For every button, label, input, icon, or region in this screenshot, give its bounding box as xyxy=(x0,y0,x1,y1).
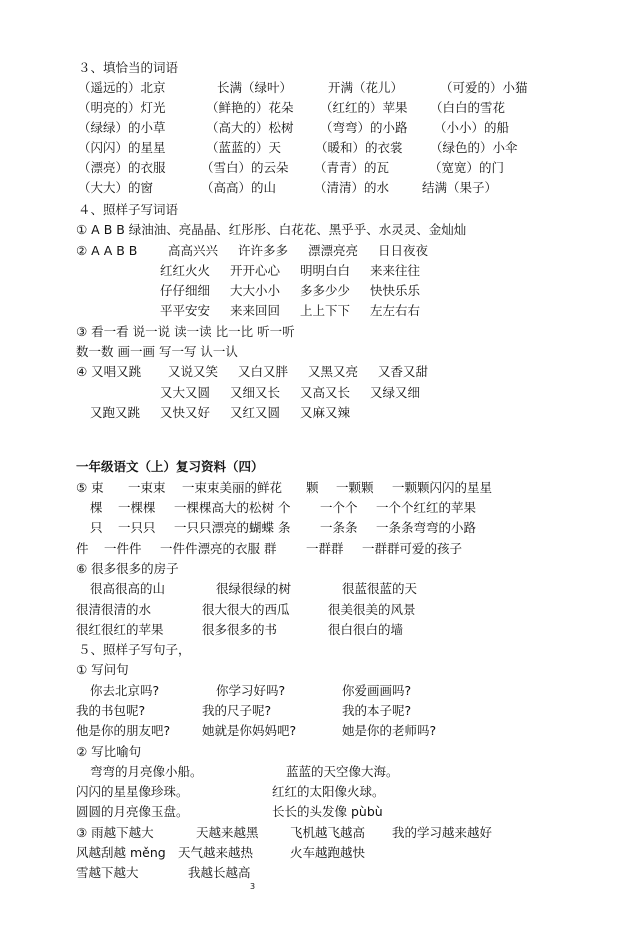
question-sentence: 他是你的朋友吧? xyxy=(76,723,171,738)
question-sentence: 你爱画画吗? xyxy=(342,683,412,698)
measure-word: 一条条 xyxy=(320,520,358,535)
measure-word: 一颗颗 xyxy=(336,480,374,495)
measure-word: ⑤ 束 xyxy=(76,480,104,495)
simile-sentence: 红红的太阳像火球。 xyxy=(272,784,385,799)
yue-row xyxy=(0,823,628,843)
measure-row xyxy=(0,498,628,518)
you-word: 又红又圆 xyxy=(230,405,281,420)
aabb-word: 来来回回 xyxy=(230,303,281,318)
you-word: 又快又好 xyxy=(160,405,211,420)
aabb-word: 红红火火 xyxy=(160,263,211,278)
fill-word: （宽宽）的门 xyxy=(429,160,505,175)
very-word: 很红很红的苹果 xyxy=(76,622,164,637)
fill-word: （可爱的）小猫 xyxy=(440,80,528,95)
measure-row xyxy=(0,518,628,538)
fill-word: （闪闪）的星星 xyxy=(78,140,166,155)
measure-word: 颗 xyxy=(306,480,319,495)
you-word: 又麻又辣 xyxy=(300,405,351,420)
abb-words: ① A B B 绿油油、亮晶晶、红彤彤、白花花、黑乎乎、水灵灵、金灿灿 xyxy=(76,222,467,237)
very-title-line xyxy=(0,559,628,579)
simile-sentence: 长长的头发像 pùbù xyxy=(272,804,383,819)
section-3-row xyxy=(0,178,628,198)
aabb-word: 仔仔细细 xyxy=(160,283,211,298)
you-word: 又白又胖 xyxy=(238,364,289,379)
very-row xyxy=(0,620,628,640)
very-row xyxy=(0,579,628,599)
very-word: 很蓝很蓝的天 xyxy=(342,581,418,596)
aabb-word: 日日夜夜 xyxy=(378,243,429,258)
you-word: 又高又长 xyxy=(300,385,351,400)
aabb-word: 高高兴兴 xyxy=(168,243,219,258)
aabb-word: 漂漂亮亮 xyxy=(308,243,359,258)
question-sentence: 你学习好吗? xyxy=(216,683,286,698)
very-word: 很清很清的水 xyxy=(76,602,152,617)
yue-sentence: 我越长越高 xyxy=(188,865,251,880)
measure-row xyxy=(0,478,628,498)
aabb-word: 上上下下 xyxy=(300,303,351,318)
aabb-row xyxy=(0,281,628,301)
fill-word: （暖和）的衣裳 xyxy=(315,140,403,155)
verbs-words: 数一数 画一画 写一写 认一认 xyxy=(76,344,238,359)
you-row xyxy=(0,362,628,382)
simile-sentence: 圆圆的月亮像玉盘。 xyxy=(76,804,189,819)
yue-row xyxy=(0,863,628,883)
question-sentence: 我的本子呢? xyxy=(342,703,412,718)
simile-row xyxy=(0,762,628,782)
fill-word: 结满（果子） xyxy=(422,180,498,195)
you-word: 又香又甜 xyxy=(378,364,429,379)
very-word: 很美很美的风景 xyxy=(328,602,416,617)
yue-sentence: 我的学习越来越好 xyxy=(392,825,493,840)
very-title: ⑥ 很多很多的房子 xyxy=(76,561,179,576)
aabb-word: 来来往往 xyxy=(370,263,421,278)
you-word: 又绿又细 xyxy=(370,385,421,400)
aabb-word: 大大小小 xyxy=(230,283,281,298)
fill-word: （高大的）松树 xyxy=(206,120,294,135)
you-word: 又大又圆 xyxy=(160,385,211,400)
you-word: 又跑又跳 xyxy=(90,405,141,420)
verbs-words: ③ 看一看 说一说 读一读 比一比 听一听 xyxy=(76,324,295,339)
fill-word: （高高）的山 xyxy=(201,180,277,195)
section-5-title-line xyxy=(0,640,628,660)
measure-word: 一个个 xyxy=(320,500,358,515)
you-row xyxy=(0,383,628,403)
very-word: 很高很高的山 xyxy=(90,581,166,596)
very-word: 很绿很绿的树 xyxy=(216,581,292,596)
aabb-word: 平平安安 xyxy=(160,303,211,318)
aabb-row xyxy=(0,261,628,281)
simile-title: ② 写比喻句 xyxy=(76,744,142,759)
simile-sentence: 闪闪的星星像珍珠。 xyxy=(76,784,189,799)
yue-sentence: 飞机越飞越高 xyxy=(290,825,366,840)
question-sentence: 你去北京吗? xyxy=(90,683,160,698)
yue-sentence: 天越来越黑 xyxy=(196,825,259,840)
aabb-word: 多多少少 xyxy=(300,283,351,298)
question-sentence: 我的尺子呢? xyxy=(202,703,272,718)
measure-word: 一件件 xyxy=(104,541,142,556)
section-3-title: ３、填恰当的词语 xyxy=(78,60,179,75)
measure-word: 一群群可爱的孩子 xyxy=(362,541,463,556)
page-number: 3 xyxy=(250,882,256,891)
measure-word: 一束束 xyxy=(128,480,166,495)
simile-sentence: 蓝蓝的天空像大海。 xyxy=(286,764,399,779)
review-title-line xyxy=(0,457,628,477)
question-sentence: 我的书包呢? xyxy=(76,703,146,718)
you-row xyxy=(0,403,628,423)
yue-row xyxy=(0,843,628,863)
fill-word: （漂亮）的衣服 xyxy=(78,160,166,175)
section-3-row xyxy=(0,118,628,138)
you-word: 又说又笑 xyxy=(168,364,219,379)
measure-word: 一件件漂亮的衣服 群 xyxy=(160,541,277,556)
measure-word: 一束束美丽的鲜花 xyxy=(182,480,283,495)
very-word: 很大很大的西瓜 xyxy=(202,602,290,617)
measure-word: 一棵棵高大的松树 个 xyxy=(174,500,291,515)
fill-word: 长满（绿叶） xyxy=(217,80,293,95)
section-3-row xyxy=(0,78,628,98)
fill-word: （绿色的）小伞 xyxy=(430,140,518,155)
aabb-label: ② A A B B xyxy=(76,243,138,258)
aabb-word: 开开心心 xyxy=(230,263,281,278)
abb-line xyxy=(0,220,628,240)
question-title-line xyxy=(0,660,628,680)
aabb-row xyxy=(0,241,628,261)
fill-word: （绿绿）的小草 xyxy=(78,120,166,135)
question-row xyxy=(0,681,628,701)
fill-word: 开满（花儿） xyxy=(328,80,404,95)
measure-word: 件 xyxy=(76,541,89,556)
very-row xyxy=(0,600,628,620)
fill-word: （青青）的瓦 xyxy=(314,160,390,175)
measure-word: 棵 xyxy=(90,500,103,515)
you-word: ④ 又唱又跳 xyxy=(76,364,142,379)
section-4-title-line xyxy=(0,200,628,220)
question-sentence: 她是你的老师吗? xyxy=(342,723,437,738)
fill-word: （红红的）苹果 xyxy=(320,100,408,115)
aabb-word: 快快乐乐 xyxy=(370,283,421,298)
fill-word: （白白的雪花 xyxy=(430,100,506,115)
measure-word: 一颗颗闪闪的星星 xyxy=(392,480,493,495)
yue-sentence: 雪越下越大 xyxy=(76,865,139,880)
question-row xyxy=(0,721,628,741)
fill-word: （鲜艳的）花朵 xyxy=(206,100,294,115)
yue-sentence: 火车越跑越快 xyxy=(290,845,366,860)
section-3-title-line xyxy=(0,58,628,78)
question-title: ① 写问句 xyxy=(76,662,129,677)
very-word: 很多很多的书 xyxy=(202,622,278,637)
section-3-row xyxy=(0,138,628,158)
verbs-line xyxy=(0,342,628,362)
very-word: 很白很白的墙 xyxy=(328,622,404,637)
fill-word: （遥远的）北京 xyxy=(78,80,166,95)
fill-word: （小小）的船 xyxy=(434,120,510,135)
fill-word: （清清）的水 xyxy=(314,180,390,195)
simile-title-line xyxy=(0,742,628,762)
measure-word: 一群群 xyxy=(306,541,344,556)
fill-word: （雪白）的云朵 xyxy=(201,160,289,175)
review-title: 一年级语文（上）复习资料（四） xyxy=(76,459,264,474)
fill-word: （明亮的）灯光 xyxy=(78,100,166,115)
aabb-word: 明明白白 xyxy=(300,263,351,278)
you-word: 又黑又亮 xyxy=(308,364,359,379)
measure-word: 一条条弯弯的小路 xyxy=(376,520,477,535)
yue-sentence: 天气越来越热 xyxy=(178,845,254,860)
aabb-row xyxy=(0,301,628,321)
simile-row xyxy=(0,782,628,802)
fill-word: （大大）的窗 xyxy=(78,180,154,195)
section-3-row xyxy=(0,158,628,178)
section-3-row xyxy=(0,98,628,118)
fill-word: （弯弯）的小路 xyxy=(320,120,408,135)
aabb-word: 左左右右 xyxy=(370,303,421,318)
measure-word: 一棵棵 xyxy=(118,500,156,515)
section-5-title: ５、照样子写句子， xyxy=(78,642,191,657)
measure-word: 一个个红红的苹果 xyxy=(376,500,477,515)
question-row xyxy=(0,701,628,721)
you-word: 又细又长 xyxy=(230,385,281,400)
measure-word: 一只只漂亮的蝴蝶 条 xyxy=(174,520,291,535)
simile-row xyxy=(0,802,628,822)
verbs-line xyxy=(0,322,628,342)
yue-sentence: 风越刮越 měng xyxy=(76,845,166,860)
question-sentence: 她就是你妈妈吧? xyxy=(202,723,297,738)
measure-row xyxy=(0,539,628,559)
measure-word: 一只只 xyxy=(118,520,156,535)
measure-word: 只 xyxy=(90,520,103,535)
fill-word: （蓝蓝的）天 xyxy=(206,140,282,155)
aabb-word: 许许多多 xyxy=(238,243,289,258)
yue-sentence: ③ 雨越下越大 xyxy=(76,825,154,840)
section-4-title: ４、照样子写词语 xyxy=(78,202,179,217)
simile-sentence: 弯弯的月亮像小船。 xyxy=(90,764,203,779)
